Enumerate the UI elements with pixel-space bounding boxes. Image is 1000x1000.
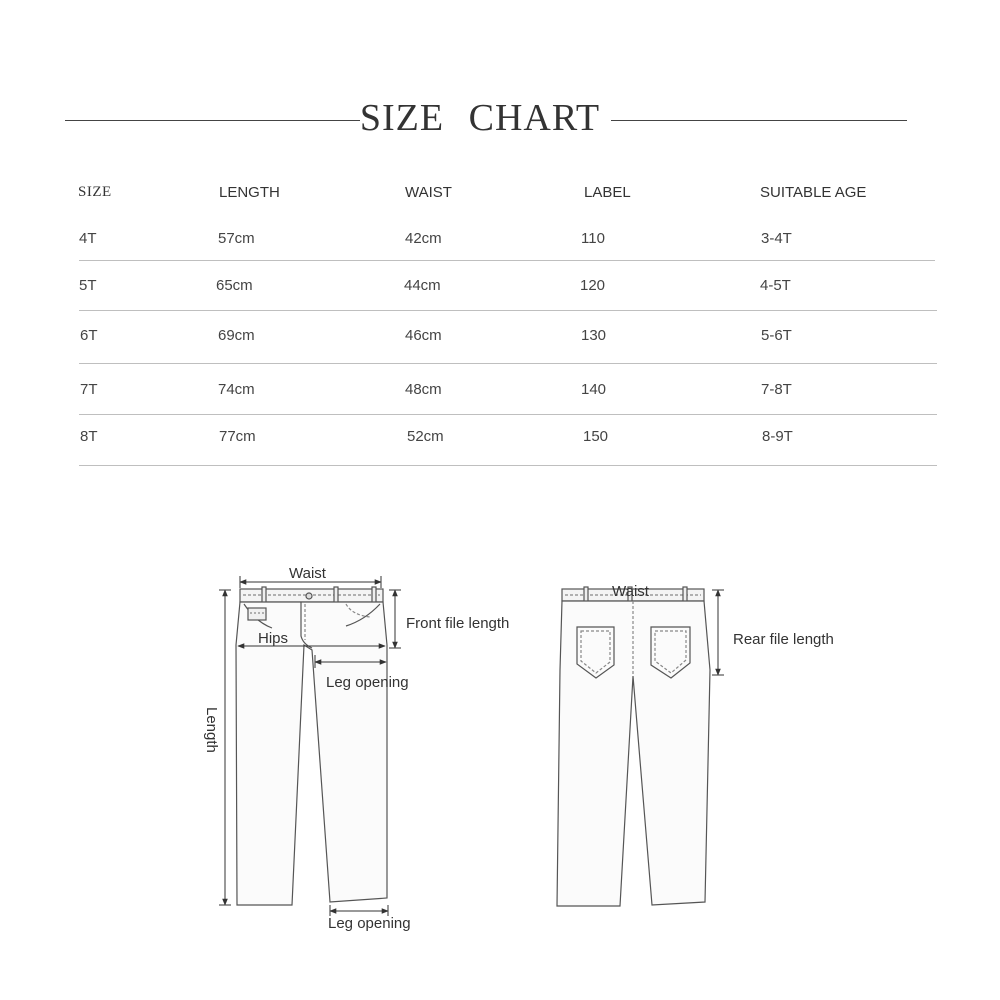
row-3-size: 6T: [80, 327, 98, 344]
length-label: Length: [203, 707, 220, 753]
page-title: SIZE CHART: [359, 97, 601, 139]
row-divider: [79, 363, 937, 364]
back-pants-drawing: [557, 587, 710, 906]
row-3-waist: 46cm: [405, 327, 442, 344]
row-4-label: 140: [581, 381, 607, 398]
header-suitable-age: SUITABLE AGE: [760, 184, 867, 201]
row-5-age: 8-9T: [762, 428, 793, 445]
header-size: SIZE: [78, 184, 112, 200]
row-5-waist: 52cm: [407, 428, 444, 445]
row-2-waist: 44cm: [404, 277, 441, 294]
row-4-size: 7T: [80, 381, 98, 398]
row-5-size: 8T: [80, 428, 98, 445]
row-3-length: 69cm: [218, 327, 255, 344]
front-waist-label: Waist: [289, 565, 326, 582]
header-length: LENGTH: [219, 184, 280, 201]
row-4-length: 74cm: [218, 381, 255, 398]
row-5-label: 150: [583, 428, 609, 445]
rear-file-length-label: Rear file length: [733, 631, 834, 648]
back-waist-label: Waist: [612, 583, 649, 600]
leg-opening-bottom-label: Leg opening: [328, 915, 411, 932]
row-divider: [79, 414, 937, 415]
pants-measurement-diagram: [0, 540, 1000, 960]
row-divider: [79, 465, 937, 466]
leg-opening-top-label: Leg opening: [326, 674, 409, 691]
hips-label: Hips: [258, 630, 289, 647]
row-5-length: 77cm: [219, 428, 256, 445]
row-1-age: 3-4T: [761, 230, 792, 247]
header-waist: WAIST: [405, 184, 452, 201]
front-file-length-label: Front file length: [406, 615, 510, 632]
row-1-length: 57cm: [218, 230, 255, 247]
row-4-age: 7-8T: [761, 381, 792, 398]
title-rule-right: [611, 120, 907, 121]
header-label: LABEL: [584, 184, 631, 201]
row-1-label: 110: [581, 230, 605, 247]
row-3-age: 5-6T: [761, 327, 792, 344]
row-1-waist: 42cm: [405, 230, 442, 247]
row-divider: [79, 310, 937, 311]
row-3-label: 130: [581, 327, 607, 344]
row-divider: [79, 260, 935, 261]
row-2-size: 5T: [79, 277, 97, 294]
row-2-length: 65cm: [216, 277, 253, 294]
row-2-age: 4-5T: [760, 277, 791, 294]
row-1-size: 4T: [79, 230, 97, 247]
row-4-waist: 48cm: [405, 381, 442, 398]
row-2-label: 120: [580, 277, 606, 294]
